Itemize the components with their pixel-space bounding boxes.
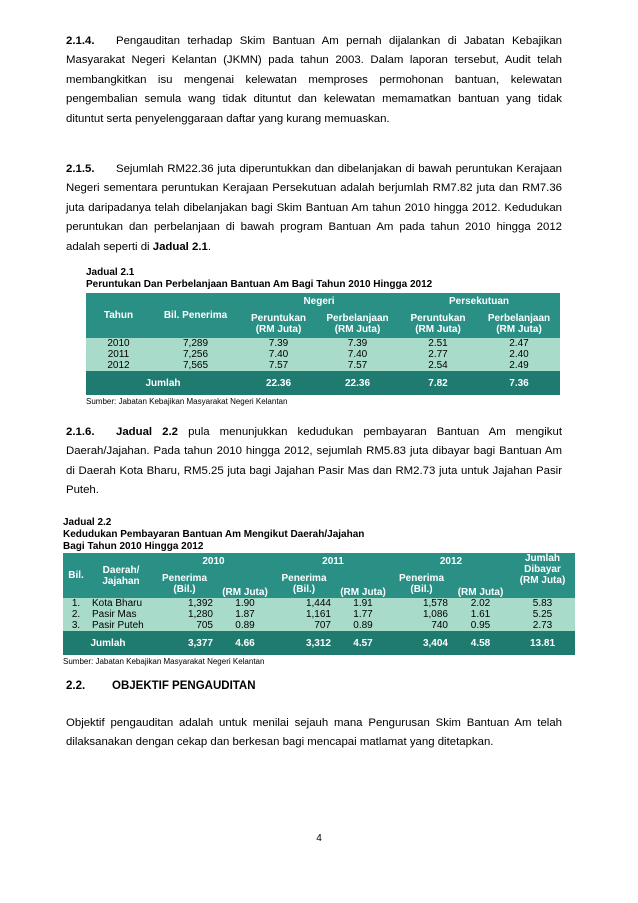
cell-daerah: Pasir Puteh	[89, 620, 153, 631]
cell-2012-penerima: 1,578	[392, 598, 451, 609]
table-row	[63, 609, 575, 620]
cell-2010-penerima: 1,392	[153, 598, 216, 609]
paragraph-2-1-5	[66, 160, 562, 257]
cell-tahun: 2010	[86, 338, 151, 349]
cell-2010-penerima: 1,280	[153, 609, 216, 620]
cell-2011-penerima: 1,161	[274, 609, 334, 620]
paragraph-2-1-6	[66, 423, 562, 501]
header-2010: 2010	[153, 553, 274, 570]
table-2-2-caption	[63, 517, 364, 553]
cell-persekutuan-peruntukan: 2.77	[398, 349, 478, 360]
cell-total-negeri-peruntukan: 22.36	[240, 371, 317, 395]
paragraph-number: 2.1.5.	[66, 163, 95, 175]
table-total-row	[63, 631, 575, 655]
cell-bil: 7,565	[151, 360, 240, 371]
table-row	[86, 338, 560, 349]
cell-total-2012-rm: 4.58	[451, 631, 510, 655]
cell-no: 3.	[63, 620, 89, 631]
cell-tahun: 2012	[86, 360, 151, 371]
header-2011-penerima: Penerima (Bil.)	[274, 570, 334, 598]
header-2011: 2011	[274, 553, 392, 570]
table-label: Jadual 2.1	[86, 267, 135, 278]
cell-2012-rm: 0.95	[451, 620, 510, 631]
cell-daerah: Kota Bharu	[89, 598, 153, 609]
cell-bil: 7,256	[151, 349, 240, 360]
cell-tahun: 2011	[86, 349, 151, 360]
table-2-1-caption	[86, 267, 432, 291]
table-reference: Jadual 2.2	[116, 426, 178, 438]
cell-total-2011-penerima: 3,312	[274, 631, 334, 655]
header-negeri-perbelanjaan: Perbelanjaan (RM Juta)	[317, 310, 398, 338]
cell-total-persekutuan-perbelanjaan: 7.36	[478, 371, 560, 395]
paragraph-number: 2.1.4.	[66, 35, 95, 47]
cell-negeri-peruntukan: 7.39	[240, 338, 317, 349]
header-persekutuan-peruntukan: Peruntukan (RM Juta)	[398, 310, 478, 338]
cell-2012-penerima: 1,086	[392, 609, 451, 620]
header-2012: 2012	[392, 553, 510, 570]
cell-bil: 7,289	[151, 338, 240, 349]
table-label: Jadual 2.2	[63, 517, 112, 528]
table-reference: Jadual 2.1	[152, 240, 208, 253]
table-row	[63, 620, 575, 631]
cell-total-2012-penerima: 3,404	[392, 631, 451, 655]
header-tahun: Tahun	[86, 293, 151, 338]
header-jumlah-dibayar: Jumlah Dibayar (RM Juta)	[510, 553, 575, 598]
table-2-2	[63, 553, 575, 655]
cell-negeri-peruntukan: 7.40	[240, 349, 317, 360]
cell-total-2010-penerima: 3,377	[153, 631, 216, 655]
paragraph-text: Pengauditan terhadap Skim Bantuan Am pernah dijalankan di Jabatan Kebajikan Masyarakat Negeri Kelantan (JKMN) pada tahun 2003. Dalam laporan tersebut, Audit telah membangkitkan isu mengenai kelewatan memproses permohonan bantuan, kelewatan pengembalian semula wang tidak dituntut dan kelewatan memamatkan bantuan yang tidak dituntut serta penyelenggaraan daftar yang kurang memuaskan.	[66, 35, 562, 125]
table-total-row	[86, 371, 560, 395]
header-bil-penerima: Bil. Penerima	[151, 293, 240, 338]
cell-2011-rm: 1.77	[334, 609, 392, 620]
paragraph-2-1-4	[66, 32, 562, 129]
cell-persekutuan-perbelanjaan: 2.40	[478, 349, 560, 360]
header-persekutuan-perbelanjaan: Perbelanjaan (RM Juta)	[478, 310, 560, 338]
header-persekutuan: Persekutuan	[398, 293, 560, 310]
cell-total-label: Jumlah	[86, 371, 240, 395]
cell-negeri-perbelanjaan: 7.57	[317, 360, 398, 371]
cell-2012-penerima: 740	[392, 620, 451, 631]
cell-total-label: Jumlah	[63, 631, 153, 655]
header-2010-penerima: Penerima (Bil.)	[153, 570, 216, 598]
section-number: 2.2.	[66, 680, 86, 692]
cell-2011-rm: 1.91	[334, 598, 392, 609]
cell-daerah: Pasir Mas	[89, 609, 153, 620]
page-number: 4	[316, 833, 322, 844]
cell-2010-rm: 1.87	[216, 609, 274, 620]
cell-2010-rm: 1.90	[216, 598, 274, 609]
cell-2012-rm: 2.02	[451, 598, 510, 609]
cell-negeri-perbelanjaan: 7.39	[317, 338, 398, 349]
cell-2012-rm: 1.61	[451, 609, 510, 620]
cell-2010-penerima: 705	[153, 620, 216, 631]
cell-2010-rm: 0.89	[216, 620, 274, 631]
cell-no: 2.	[63, 609, 89, 620]
cell-persekutuan-peruntukan: 2.51	[398, 338, 478, 349]
table-title: Kedudukan Pembayaran Bantuan Am Mengikut Daerah/Jajahan	[63, 529, 365, 540]
header-2010-rm: (RM Juta)	[216, 570, 274, 598]
header-daerah: Daerah/ Jajahan	[89, 553, 153, 598]
header-bil: Bil.	[63, 553, 89, 598]
header-2011-rm: (RM Juta)	[334, 570, 392, 598]
section-heading-2-2	[66, 680, 256, 692]
table-subtitle: Bagi Tahun 2010 Hingga 2012	[63, 541, 204, 552]
cell-jumlah: 5.83	[510, 598, 575, 609]
table-row	[86, 360, 560, 371]
table-2-2-source: Sumber: Jabatan Kebajikan Masyarakat Negeri Kelantan	[63, 657, 265, 666]
header-2012-rm: (RM Juta)	[451, 570, 510, 598]
cell-total-jumlah: 13.81	[510, 631, 575, 655]
cell-persekutuan-peruntukan: 2.54	[398, 360, 478, 371]
table-row	[63, 598, 575, 609]
cell-negeri-peruntukan: 7.57	[240, 360, 317, 371]
cell-persekutuan-perbelanjaan: 2.47	[478, 338, 560, 349]
table-2-1	[86, 293, 560, 395]
cell-negeri-perbelanjaan: 7.40	[317, 349, 398, 360]
cell-persekutuan-perbelanjaan: 2.49	[478, 360, 560, 371]
paragraph-objektif: Objektif pengauditan adalah untuk menilai sejauh mana Pengurusan Skim Bantuan Am telah dilaksanakan dengan cekap dan berkesan bagi mencapai matlamat yang ditetapkan.	[66, 717, 562, 749]
header-2012-penerima: Penerima (Bil.)	[392, 570, 451, 598]
cell-total-2011-rm: 4.57	[334, 631, 392, 655]
table-row	[86, 349, 560, 360]
cell-2011-rm: 0.89	[334, 620, 392, 631]
cell-2011-penerima: 1,444	[274, 598, 334, 609]
paragraph-text: Sejumlah RM22.36 juta diperuntukkan dan dibelanjakan di bawah peruntukan Kerajaan Negeri sementara peruntukan Kerajaan Persekutuan adalah berjumlah RM7.82 juta dan RM7.36 juta daripadanya telah dibelanjakan bagi Skim Bantuan Am tahun 2010 hingga 2012. Kedudukan peruntukan dan perbelanjaan di bawah program Bantuan Am pada tahun 2010 hingga 2012 adalah seperti di	[66, 163, 562, 253]
header-negeri: Negeri	[240, 293, 398, 310]
cell-total-negeri-perbelanjaan: 22.36	[317, 371, 398, 395]
cell-no: 1.	[63, 598, 89, 609]
cell-2011-penerima: 707	[274, 620, 334, 631]
cell-jumlah: 2.73	[510, 620, 575, 631]
paragraph-text: pula menunjukkan kedudukan pembayaran Bantuan Am mengikut Daerah/Jajahan. Pada tahun 2010 hingga 2012, sejumlah RM5.83 juta dibayar bagi Bantuan Am di Daerah Kota Bharu, RM5.25 juta bagi Jajahan Pasir Mas dan RM2.73 juta untuk Jajahan Pasir Puteh.	[66, 426, 562, 497]
paragraph-number: 2.1.6.	[66, 426, 95, 438]
paragraph-end: .	[207, 240, 212, 253]
cell-total-persekutuan-peruntukan: 7.82	[398, 371, 478, 395]
cell-jumlah: 5.25	[510, 609, 575, 620]
header-negeri-peruntukan: Peruntukan (RM Juta)	[240, 310, 317, 338]
table-title: Peruntukan Dan Perbelanjaan Bantuan Am Bagi Tahun 2010 Hingga 2012	[86, 279, 433, 290]
table-2-1-source: Sumber: Jabatan Kebajikan Masyarakat Negeri Kelantan	[86, 397, 288, 406]
cell-total-2010-rm: 4.66	[216, 631, 274, 655]
section-title: OBJEKTIF PENGAUDITAN	[112, 680, 256, 692]
